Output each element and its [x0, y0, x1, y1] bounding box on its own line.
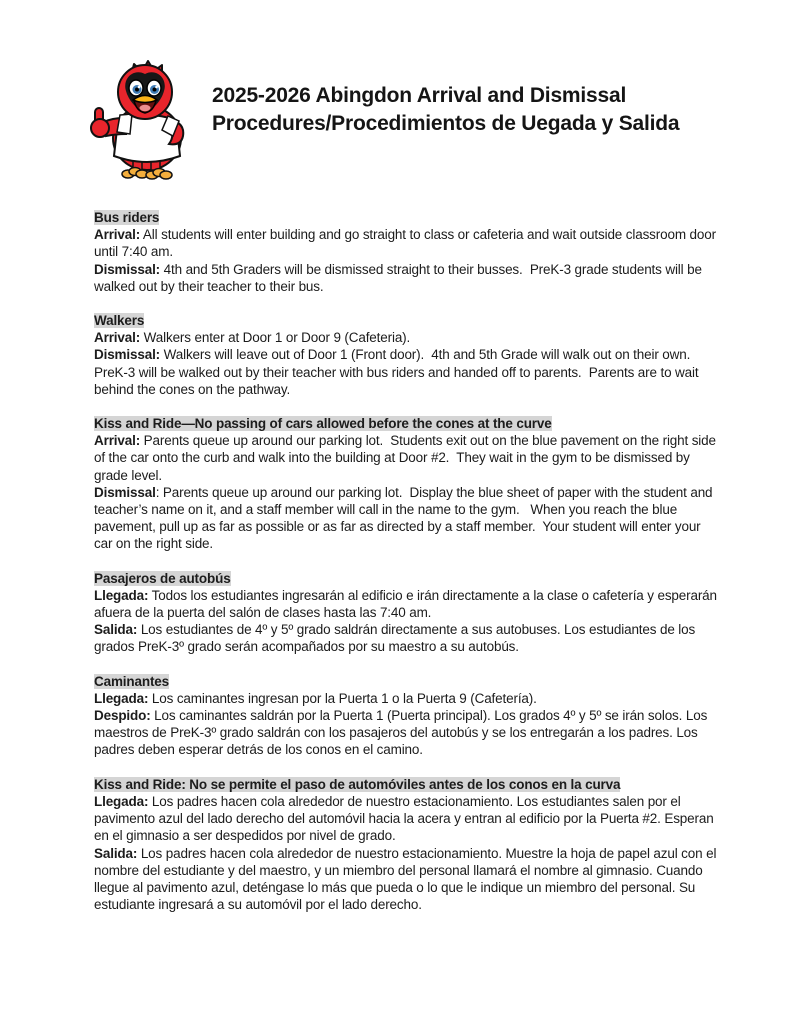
section-heading [94, 776, 718, 793]
paragraph [94, 261, 718, 295]
paragraph [94, 793, 718, 845]
section-kiss-and-ride-en [94, 415, 718, 553]
paragraph [94, 621, 718, 655]
paragraph-label: Dismissal: [94, 347, 161, 363]
paragraph-label: Llegada: [94, 793, 149, 809]
document-body [94, 209, 721, 930]
page-title [212, 58, 679, 138]
paragraph-label: Salida: [94, 845, 138, 861]
paragraph-text: Walkers enter at Door 1 or Door 9 (Cafeteria). [140, 330, 411, 346]
cardinal-mascot-image [84, 58, 208, 186]
section-heading [94, 209, 718, 226]
paragraph-text: 4th and 5th Graders will be dismissed straight to their busses. PreK-3 grade students will be walked out by their teacher to their bus. [94, 261, 706, 294]
section-walkers [94, 312, 718, 398]
paragraph-label: Arrival: [94, 433, 141, 449]
paragraph [94, 226, 718, 260]
paragraph-label: Salida: [94, 622, 138, 638]
paragraph-text: Los caminantes ingresan por la Puerta 1 o la Puerta 9 (Cafetería). [148, 690, 537, 706]
paragraph-text: : Parents queue up around our parking lot. Display the blue sheet of paper with the student and teacher’s name on it, and a staff member will call in the name to the gym. When you reach the blue pavement, pull up as far as possible or as far as directed by a staff member. Your student will enter your car on the right side. [94, 484, 717, 552]
section-heading [94, 673, 718, 690]
paragraph [94, 707, 718, 759]
paragraph-text: Los padres hacen cola alrededor de nuestro estacionamiento. Muestre la hoja de papel azul con el nombre del estudiante y del maestro, y un miembro del personal llamará el nombre al gimnasio. Cuando llegue al pavimento azul, deténgase lo más que pueda o lo que le indique un miembro del personal. Su estudiante ingresará a su automóvil por el lado derecho. [94, 845, 720, 913]
paragraph [94, 587, 721, 621]
section-heading [94, 312, 718, 329]
section-heading-text: Walkers [94, 313, 145, 329]
paragraph-text: All students will enter building and go straight to class or cafeteria and wait outside classroom door until 7:40 am. [94, 227, 720, 260]
section-heading-text: Bus riders [94, 210, 160, 225]
paragraph-text: Los caminantes saldrán por la Puerta 1 (Puerta principal). Los grados 4º y 5º se irán solos. Los maestros de PreK-3º grado saldrán con los pasajeros del autobús y se los entregarán a los padres. Los padres deben esperar detrás de los conos en el camino. [94, 708, 711, 758]
paragraph-text: Todos los estudiantes ingresarán al edificio e irán directamente a la clase o cafetería y esperarán afuera de la puerta del salón de clases hasta las 7:40 am. [94, 587, 721, 621]
document-header [84, 58, 679, 186]
paragraph-label: Despido: [94, 708, 151, 724]
section-heading [94, 570, 718, 587]
paragraph [94, 690, 718, 707]
section-heading-text: Kiss and Ride—No passing of cars allowed before the cones at the curve [94, 416, 552, 432]
paragraph-text: Los padres hacen cola alrededor de nuestro estacionamiento. Los estudiantes salen por el pavimento azul del lado derecho del automóvil hacia la acera y entran al edificio por la Puerta #2. Esperan en el gimnasio a ser despedidos por nivel de grado. [94, 793, 718, 844]
paragraph [94, 484, 718, 553]
title-line-1: 2025-2026 Abingdon Arrival and Dismissal [212, 84, 627, 107]
paragraph [94, 329, 718, 346]
paragraph-text: Walkers will leave out of Door 1 (Front door). 4th and 5th Grade will walk out on their own. PreK-3 will be walked out by their teacher with bus riders and handed off to parents. Parents are to wait behind the cones on the pathway. [94, 347, 703, 397]
section-caminantes [94, 673, 718, 759]
paragraph-label: Dismissal [94, 484, 156, 500]
paragraph [94, 346, 718, 398]
paragraph [94, 845, 718, 914]
paragraph-label: Dismissal: [94, 261, 161, 277]
section-pasajeros-de-autobus [94, 570, 721, 656]
section-heading-text: Kiss and Ride: No se permite el paso de automóviles antes de los conos en la curva [94, 776, 621, 792]
paragraph [94, 432, 718, 484]
section-kiss-and-ride-es [94, 776, 718, 914]
section-heading [94, 415, 718, 432]
section-bus-riders [94, 209, 718, 295]
paragraph-label: Arrival: [94, 227, 141, 243]
paragraph-label: Llegada: [94, 690, 149, 706]
section-heading-text: Pasajeros de autobús [94, 570, 231, 586]
paragraph-text: Parents queue up around our parking lot. Students exit out on the blue pavement on the right side of the car onto the curb and walk into the building at Door #2. They wait in the gym to be dismissed by grade level. [94, 433, 720, 483]
paragraph-text: Los estudiantes de 4º y 5º grado saldrán directamente a sus autobuses. Los estudiantes de los grados PreK-3º grado serán acompañados por su maestro a su autobús. [94, 622, 699, 655]
paragraph-label: Arrival: [94, 330, 141, 346]
title-line-2: Procedures/Procedimientos de Uegada y Salida [212, 112, 680, 135]
section-heading-text: Caminantes [94, 673, 170, 689]
paragraph-label: Llegada: [94, 587, 149, 603]
